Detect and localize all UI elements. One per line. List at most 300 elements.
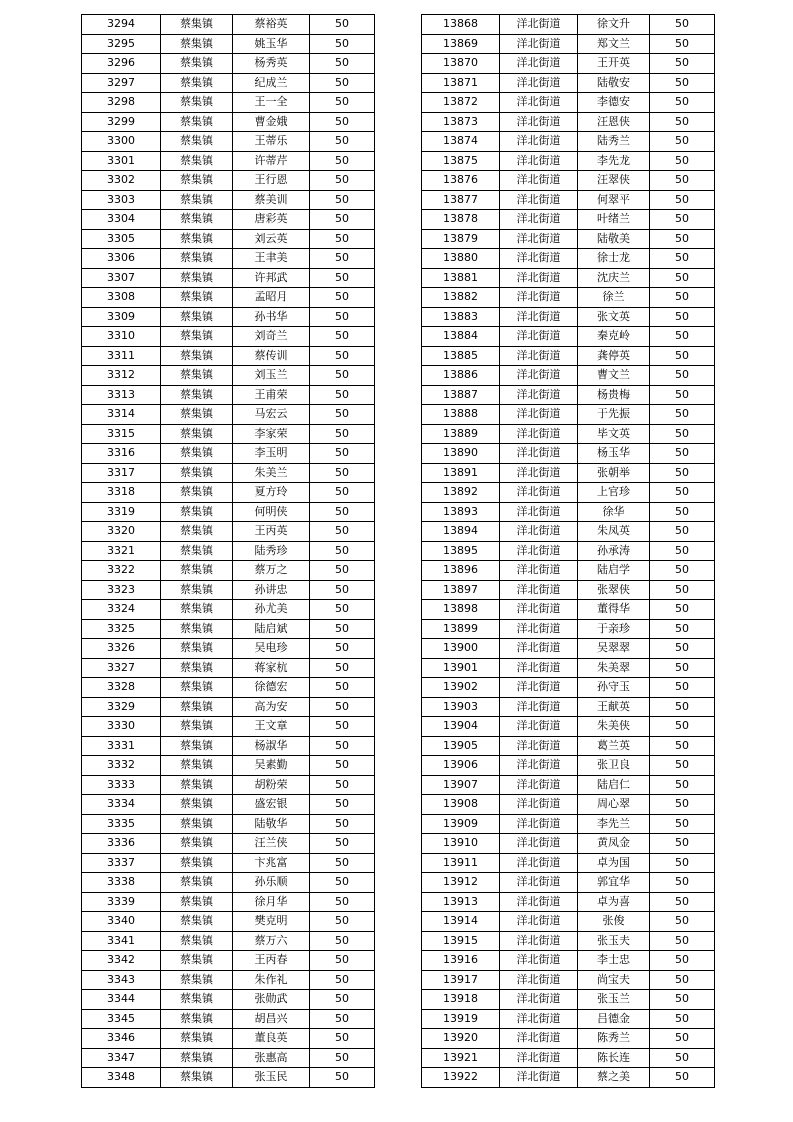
name-cell: 陆敬华 <box>233 814 310 834</box>
name-cell: 蔡美训 <box>233 190 310 210</box>
town-cell: 蔡集镇 <box>161 756 233 776</box>
table-row <box>82 522 375 542</box>
name-cell: 张朝举 <box>578 463 650 483</box>
table-row <box>422 1048 715 1068</box>
serial-number-cell: 13869 <box>422 34 500 54</box>
table-row <box>422 210 715 230</box>
name-cell: 郑文兰 <box>578 34 650 54</box>
name-cell: 胡粉荣 <box>233 775 310 795</box>
serial-number-cell: 3338 <box>82 873 161 893</box>
town-cell: 蔡集镇 <box>161 873 233 893</box>
name-cell: 上官珍 <box>578 483 650 503</box>
serial-number-cell: 13908 <box>422 795 500 815</box>
name-cell: 王文章 <box>233 717 310 737</box>
serial-number-cell: 3320 <box>82 522 161 542</box>
amount-cell: 50 <box>310 522 375 542</box>
serial-number-cell: 13904 <box>422 717 500 737</box>
town-cell: 洋北街道 <box>500 756 578 776</box>
serial-number-cell: 13922 <box>422 1068 500 1088</box>
table-row <box>82 229 375 249</box>
town-cell: 洋北街道 <box>500 268 578 288</box>
name-cell: 王行恩 <box>233 171 310 191</box>
serial-number-cell: 3296 <box>82 54 161 74</box>
amount-cell: 50 <box>650 853 715 873</box>
serial-number-cell: 13883 <box>422 307 500 327</box>
amount-cell: 50 <box>650 1068 715 1088</box>
table-row <box>82 561 375 581</box>
amount-cell: 50 <box>650 346 715 366</box>
serial-number-cell: 13890 <box>422 444 500 464</box>
amount-cell: 50 <box>310 639 375 659</box>
serial-number-cell: 13901 <box>422 658 500 678</box>
serial-number-cell: 13878 <box>422 210 500 230</box>
town-cell: 蔡集镇 <box>161 171 233 191</box>
amount-cell: 50 <box>310 210 375 230</box>
town-cell: 蔡集镇 <box>161 307 233 327</box>
town-cell: 蔡集镇 <box>161 151 233 171</box>
amount-cell: 50 <box>650 73 715 93</box>
table-row <box>82 1009 375 1029</box>
serial-number-cell: 3339 <box>82 892 161 912</box>
name-cell: 陈长连 <box>578 1048 650 1068</box>
name-cell: 张玉兰 <box>578 990 650 1010</box>
amount-cell: 50 <box>650 54 715 74</box>
amount-cell: 50 <box>310 970 375 990</box>
serial-number-cell: 13880 <box>422 249 500 269</box>
town-cell: 洋北街道 <box>500 249 578 269</box>
name-cell: 曹金娥 <box>233 112 310 132</box>
serial-number-cell: 13886 <box>422 366 500 386</box>
amount-cell: 50 <box>650 717 715 737</box>
name-cell: 盛宏银 <box>233 795 310 815</box>
amount-cell: 50 <box>310 814 375 834</box>
town-cell: 蔡集镇 <box>161 210 233 230</box>
town-cell: 蔡集镇 <box>161 717 233 737</box>
table-row <box>422 483 715 503</box>
table-row <box>422 385 715 405</box>
town-cell: 洋北街道 <box>500 892 578 912</box>
town-cell: 洋北街道 <box>500 1048 578 1068</box>
serial-number-cell: 13881 <box>422 268 500 288</box>
name-cell: 孙尤美 <box>233 600 310 620</box>
amount-cell: 50 <box>310 73 375 93</box>
serial-number-cell: 3324 <box>82 600 161 620</box>
town-cell: 蔡集镇 <box>161 892 233 912</box>
serial-number-cell: 3342 <box>82 951 161 971</box>
name-cell: 王甫荣 <box>233 385 310 405</box>
town-cell: 蔡集镇 <box>161 229 233 249</box>
name-cell: 杨玉华 <box>578 444 650 464</box>
town-cell: 蔡集镇 <box>161 327 233 347</box>
serial-number-cell: 3326 <box>82 639 161 659</box>
town-cell: 蔡集镇 <box>161 775 233 795</box>
amount-cell: 50 <box>310 112 375 132</box>
table-row <box>422 444 715 464</box>
name-cell: 孙守玉 <box>578 678 650 698</box>
town-cell: 洋北街道 <box>500 210 578 230</box>
table-row <box>422 951 715 971</box>
town-cell: 洋北街道 <box>500 658 578 678</box>
table-row <box>422 249 715 269</box>
amount-cell: 50 <box>650 873 715 893</box>
amount-cell: 50 <box>310 405 375 425</box>
table-row <box>422 15 715 35</box>
name-cell: 姚玉华 <box>233 34 310 54</box>
table-row <box>82 385 375 405</box>
town-cell: 蔡集镇 <box>161 463 233 483</box>
table-row <box>422 756 715 776</box>
town-cell: 蔡集镇 <box>161 522 233 542</box>
serial-number-cell: 13891 <box>422 463 500 483</box>
name-cell: 李先龙 <box>578 151 650 171</box>
table-row <box>422 561 715 581</box>
town-cell: 洋北街道 <box>500 736 578 756</box>
amount-cell: 50 <box>650 268 715 288</box>
town-cell: 蔡集镇 <box>161 678 233 698</box>
table-row <box>422 580 715 600</box>
name-cell: 徐华 <box>578 502 650 522</box>
town-cell: 洋北街道 <box>500 444 578 464</box>
town-cell: 蔡集镇 <box>161 424 233 444</box>
serial-number-cell: 13872 <box>422 93 500 113</box>
table-row <box>422 834 715 854</box>
serial-number-cell: 3310 <box>82 327 161 347</box>
table-row <box>82 619 375 639</box>
table-row <box>422 151 715 171</box>
serial-number-cell: 13914 <box>422 912 500 932</box>
serial-number-cell: 3295 <box>82 34 161 54</box>
table-row <box>82 346 375 366</box>
name-cell: 徐士龙 <box>578 249 650 269</box>
town-cell: 蔡集镇 <box>161 912 233 932</box>
name-cell: 高为安 <box>233 697 310 717</box>
name-cell: 杨淑华 <box>233 736 310 756</box>
table-row <box>422 678 715 698</box>
town-cell: 蔡集镇 <box>161 444 233 464</box>
table-row <box>82 756 375 776</box>
town-cell: 洋北街道 <box>500 795 578 815</box>
town-cell: 蔡集镇 <box>161 697 233 717</box>
table-row <box>422 132 715 152</box>
table-row <box>82 678 375 698</box>
amount-cell: 50 <box>310 931 375 951</box>
town-cell: 洋北街道 <box>500 15 578 35</box>
table-row <box>82 775 375 795</box>
town-cell: 洋北街道 <box>500 834 578 854</box>
name-cell: 秦克岭 <box>578 327 650 347</box>
amount-cell: 50 <box>310 346 375 366</box>
serial-number-cell: 13884 <box>422 327 500 347</box>
name-cell: 杨秀英 <box>233 54 310 74</box>
serial-number-cell: 3343 <box>82 970 161 990</box>
table-row <box>422 327 715 347</box>
amount-cell: 50 <box>310 249 375 269</box>
serial-number-cell: 3332 <box>82 756 161 776</box>
amount-cell: 50 <box>650 931 715 951</box>
town-cell: 洋北街道 <box>500 561 578 581</box>
table-row <box>422 912 715 932</box>
town-cell: 蔡集镇 <box>161 249 233 269</box>
serial-number-cell: 3307 <box>82 268 161 288</box>
serial-number-cell: 3302 <box>82 171 161 191</box>
amount-cell: 50 <box>310 307 375 327</box>
amount-cell: 50 <box>650 678 715 698</box>
town-cell: 蔡集镇 <box>161 853 233 873</box>
serial-number-cell: 13882 <box>422 288 500 308</box>
town-cell: 蔡集镇 <box>161 619 233 639</box>
name-cell: 吕德金 <box>578 1009 650 1029</box>
town-cell: 洋北街道 <box>500 424 578 444</box>
amount-cell: 50 <box>310 483 375 503</box>
amount-cell: 50 <box>650 366 715 386</box>
serial-number-cell: 3341 <box>82 931 161 951</box>
name-cell: 曹文兰 <box>578 366 650 386</box>
town-cell: 蔡集镇 <box>161 834 233 854</box>
table-row <box>82 931 375 951</box>
table-row <box>82 1068 375 1088</box>
name-cell: 郭宜华 <box>578 873 650 893</box>
town-cell: 蔡集镇 <box>161 639 233 659</box>
town-cell: 蔡集镇 <box>161 951 233 971</box>
town-cell: 洋北街道 <box>500 970 578 990</box>
serial-number-cell: 13889 <box>422 424 500 444</box>
amount-cell: 50 <box>650 405 715 425</box>
serial-number-cell: 13910 <box>422 834 500 854</box>
serial-number-cell: 3300 <box>82 132 161 152</box>
amount-cell: 50 <box>650 34 715 54</box>
town-cell: 洋北街道 <box>500 54 578 74</box>
town-cell: 蔡集镇 <box>161 561 233 581</box>
serial-number-cell: 3321 <box>82 541 161 561</box>
name-cell: 夏方玲 <box>233 483 310 503</box>
serial-number-cell: 13894 <box>422 522 500 542</box>
table-row <box>82 366 375 386</box>
amount-cell: 50 <box>310 151 375 171</box>
town-cell: 洋北街道 <box>500 912 578 932</box>
town-cell: 蔡集镇 <box>161 658 233 678</box>
town-cell: 蔡集镇 <box>161 483 233 503</box>
name-cell: 陈秀兰 <box>578 1029 650 1049</box>
name-cell: 吴素勤 <box>233 756 310 776</box>
table-row <box>422 1029 715 1049</box>
name-cell: 于亲珍 <box>578 619 650 639</box>
table-row <box>422 658 715 678</box>
name-cell: 何明侠 <box>233 502 310 522</box>
town-cell: 蔡集镇 <box>161 736 233 756</box>
name-cell: 汪恩侠 <box>578 112 650 132</box>
town-cell: 洋北街道 <box>500 853 578 873</box>
amount-cell: 50 <box>310 678 375 698</box>
table-row <box>82 1029 375 1049</box>
amount-cell: 50 <box>650 385 715 405</box>
amount-cell: 50 <box>310 1068 375 1088</box>
amount-cell: 50 <box>310 229 375 249</box>
table-row <box>82 1048 375 1068</box>
serial-number-cell: 13905 <box>422 736 500 756</box>
name-cell: 蔡万六 <box>233 931 310 951</box>
town-cell: 洋北街道 <box>500 229 578 249</box>
amount-cell: 50 <box>310 795 375 815</box>
name-cell: 孙讲忠 <box>233 580 310 600</box>
serial-number-cell: 13915 <box>422 931 500 951</box>
table-row <box>422 405 715 425</box>
amount-cell: 50 <box>650 990 715 1010</box>
amount-cell: 50 <box>650 834 715 854</box>
name-cell: 蔡之美 <box>578 1068 650 1088</box>
serial-number-cell: 13920 <box>422 1029 500 1049</box>
serial-number-cell: 3347 <box>82 1048 161 1068</box>
name-cell: 蔡万之 <box>233 561 310 581</box>
roster-table-left <box>81 14 375 1088</box>
amount-cell: 50 <box>650 1029 715 1049</box>
serial-number-cell: 3311 <box>82 346 161 366</box>
name-cell: 卓为喜 <box>578 892 650 912</box>
name-cell: 张俊 <box>578 912 650 932</box>
amount-cell: 50 <box>310 190 375 210</box>
roster-table-body <box>422 15 715 1088</box>
town-cell: 洋北街道 <box>500 34 578 54</box>
town-cell: 蔡集镇 <box>161 541 233 561</box>
amount-cell: 50 <box>650 171 715 191</box>
name-cell: 陆启斌 <box>233 619 310 639</box>
name-cell: 叶绪兰 <box>578 210 650 230</box>
serial-number-cell: 13873 <box>422 112 500 132</box>
serial-number-cell: 3333 <box>82 775 161 795</box>
amount-cell: 50 <box>310 873 375 893</box>
serial-number-cell: 3335 <box>82 814 161 834</box>
amount-cell: 50 <box>310 93 375 113</box>
town-cell: 蔡集镇 <box>161 15 233 35</box>
name-cell: 朱美侠 <box>578 717 650 737</box>
table-row <box>422 229 715 249</box>
name-cell: 卓为国 <box>578 853 650 873</box>
serial-number-cell: 13903 <box>422 697 500 717</box>
amount-cell: 50 <box>650 541 715 561</box>
serial-number-cell: 13877 <box>422 190 500 210</box>
table-row <box>422 697 715 717</box>
amount-cell: 50 <box>650 151 715 171</box>
amount-cell: 50 <box>310 463 375 483</box>
serial-number-cell: 13895 <box>422 541 500 561</box>
table-row <box>82 171 375 191</box>
town-cell: 洋北街道 <box>500 619 578 639</box>
serial-number-cell: 3319 <box>82 502 161 522</box>
name-cell: 张文英 <box>578 307 650 327</box>
table-row <box>82 327 375 347</box>
name-cell: 蔡传训 <box>233 346 310 366</box>
serial-number-cell: 3318 <box>82 483 161 503</box>
name-cell: 陆敬安 <box>578 73 650 93</box>
name-cell: 周心翠 <box>578 795 650 815</box>
amount-cell: 50 <box>650 190 715 210</box>
table-row <box>422 795 715 815</box>
table-row <box>82 736 375 756</box>
town-cell: 蔡集镇 <box>161 600 233 620</box>
town-cell: 洋北街道 <box>500 1009 578 1029</box>
serial-number-cell: 13868 <box>422 15 500 35</box>
table-row <box>82 658 375 678</box>
town-cell: 洋北街道 <box>500 171 578 191</box>
town-cell: 蔡集镇 <box>161 93 233 113</box>
name-cell: 王丙英 <box>233 522 310 542</box>
amount-cell: 50 <box>650 249 715 269</box>
amount-cell: 50 <box>310 541 375 561</box>
amount-cell: 50 <box>650 522 715 542</box>
amount-cell: 50 <box>650 795 715 815</box>
table-row <box>82 112 375 132</box>
amount-cell: 50 <box>650 912 715 932</box>
table-row <box>422 1068 715 1088</box>
town-cell: 洋北街道 <box>500 600 578 620</box>
serial-number-cell: 13909 <box>422 814 500 834</box>
table-row <box>422 502 715 522</box>
table-row <box>82 249 375 269</box>
name-cell: 张玉民 <box>233 1068 310 1088</box>
serial-number-cell: 3336 <box>82 834 161 854</box>
name-cell: 龚停英 <box>578 346 650 366</box>
name-cell: 许邦武 <box>233 268 310 288</box>
town-cell: 洋北街道 <box>500 502 578 522</box>
table-row <box>82 814 375 834</box>
table-row <box>422 970 715 990</box>
amount-cell: 50 <box>310 34 375 54</box>
amount-cell: 50 <box>310 990 375 1010</box>
town-cell: 洋北街道 <box>500 717 578 737</box>
town-cell: 洋北街道 <box>500 931 578 951</box>
table-row <box>422 814 715 834</box>
name-cell: 徐兰 <box>578 288 650 308</box>
amount-cell: 50 <box>310 327 375 347</box>
name-cell: 纪成兰 <box>233 73 310 93</box>
town-cell: 蔡集镇 <box>161 580 233 600</box>
serial-number-cell: 3334 <box>82 795 161 815</box>
name-cell: 孙书华 <box>233 307 310 327</box>
name-cell: 董得华 <box>578 600 650 620</box>
town-cell: 洋北街道 <box>500 1029 578 1049</box>
town-cell: 洋北街道 <box>500 366 578 386</box>
name-cell: 刘奇兰 <box>233 327 310 347</box>
town-cell: 洋北街道 <box>500 990 578 1010</box>
name-cell: 张勋武 <box>233 990 310 1010</box>
name-cell: 陆启学 <box>578 561 650 581</box>
table-row <box>82 639 375 659</box>
table-row <box>422 600 715 620</box>
amount-cell: 50 <box>310 1009 375 1029</box>
town-cell: 蔡集镇 <box>161 288 233 308</box>
table-row <box>82 853 375 873</box>
name-cell: 刘云英 <box>233 229 310 249</box>
amount-cell: 50 <box>310 580 375 600</box>
town-cell: 蔡集镇 <box>161 190 233 210</box>
table-row <box>82 54 375 74</box>
table-row <box>82 34 375 54</box>
serial-number-cell: 3314 <box>82 405 161 425</box>
table-row <box>82 600 375 620</box>
serial-number-cell: 3308 <box>82 288 161 308</box>
name-cell: 陆秀兰 <box>578 132 650 152</box>
serial-number-cell: 13876 <box>422 171 500 191</box>
name-cell: 张玉夫 <box>578 931 650 951</box>
serial-number-cell: 13887 <box>422 385 500 405</box>
amount-cell: 50 <box>310 717 375 737</box>
amount-cell: 50 <box>310 1029 375 1049</box>
serial-number-cell: 3329 <box>82 697 161 717</box>
amount-cell: 50 <box>650 1009 715 1029</box>
serial-number-cell: 3330 <box>82 717 161 737</box>
name-cell: 孙承涛 <box>578 541 650 561</box>
serial-number-cell: 13913 <box>422 892 500 912</box>
amount-cell: 50 <box>650 775 715 795</box>
